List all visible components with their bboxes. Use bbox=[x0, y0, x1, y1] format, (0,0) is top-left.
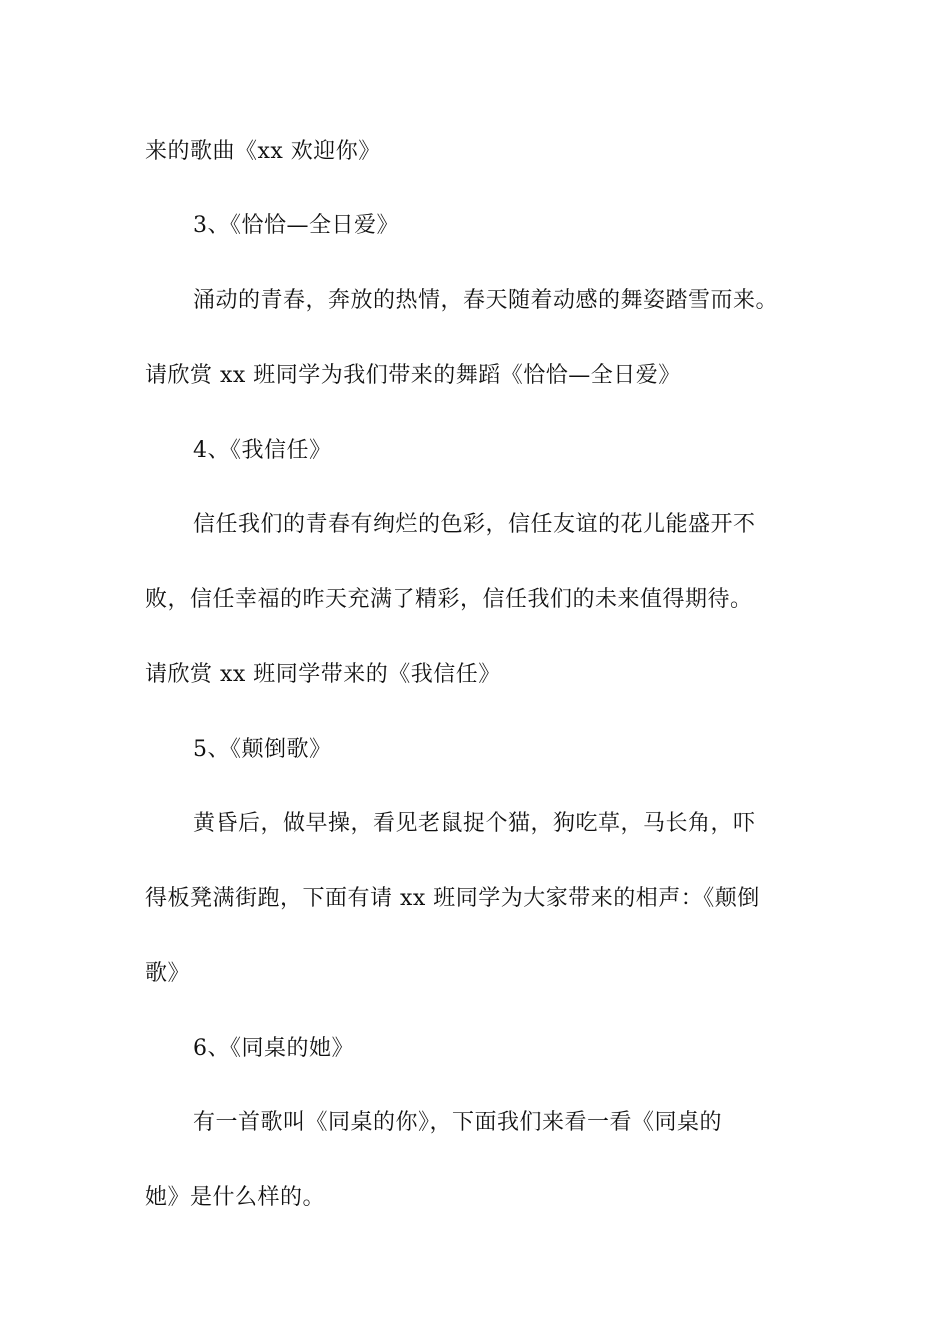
section-heading-5: 5、《颠倒歌》 bbox=[193, 737, 332, 762]
paragraph-line: 歌》 bbox=[145, 961, 191, 986]
section-heading-4: 4、《我信任》 bbox=[193, 438, 332, 463]
paragraph-line: 信任我们的青春有绚烂的色彩，信任友谊的花儿能盛开不 bbox=[193, 512, 756, 537]
paragraph-line: 涌动的青春，奔放的热情，春天随着动感的舞姿踏雪而来。 bbox=[193, 288, 779, 313]
paragraph-line: 败，信任幸福的昨天充满了精彩，信任我们的未来值得期待。 bbox=[145, 587, 753, 612]
paragraph-line: 黄昏后，做早操，看见老鼠捉个猫，狗吃草，马长角，吓 bbox=[193, 811, 756, 836]
paragraph-line: 她》是什么样的。 bbox=[145, 1185, 326, 1210]
paragraph-line: 得板凳满街跑，下面有请 xx 班同学为大家带来的相声：《颠倒 bbox=[145, 886, 760, 911]
paragraph-line: 请欣赏 xx 班同学为我们带来的舞蹈《恰恰—全日爱》 bbox=[145, 363, 681, 388]
section-heading-3: 3、《恰恰—全日爱》 bbox=[193, 213, 399, 238]
paragraph-line: 有一首歌叫《同桌的你》，下面我们来看一看《同桌的 bbox=[193, 1110, 723, 1135]
paragraph-line: 来的歌曲《xx 欢迎你》 bbox=[145, 139, 381, 164]
section-heading-6: 6、《同桌的她》 bbox=[193, 1036, 354, 1061]
paragraph-line: 请欣赏 xx 班同学带来的《我信任》 bbox=[145, 662, 501, 687]
